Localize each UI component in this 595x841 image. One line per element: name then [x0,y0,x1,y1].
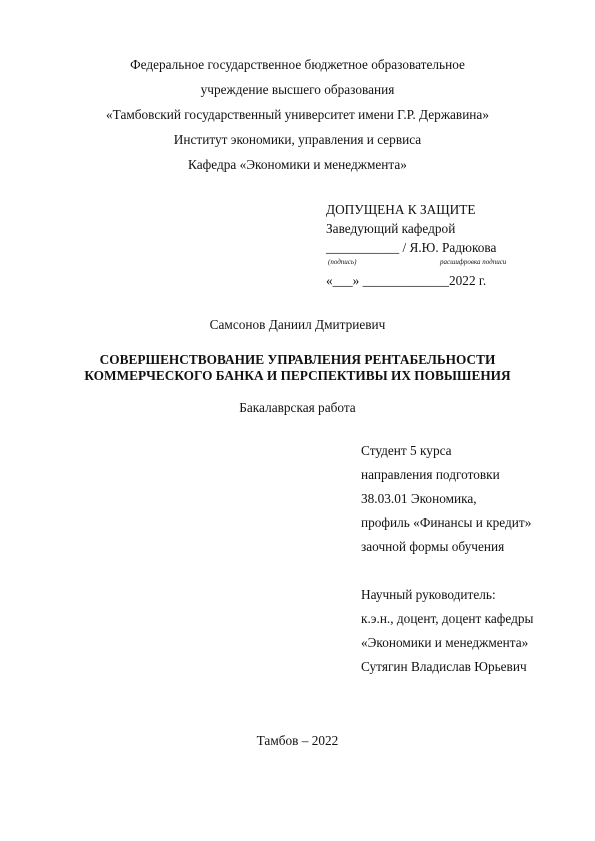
header-line-university: «Тамбовский государственный университет имени Г.Р. Державина» [106,107,489,122]
student-direction-code: 38.03.01 Экономика, [361,491,477,506]
approval-signature-line: ___________ / Я.Ю. Радюкова [326,240,497,255]
student-study-form: заочной формы обучения [361,539,505,554]
header-line-ministry: Федеральное государственное бюджетное образовательное [130,57,465,72]
author-name: Самсонов Даниил Дмитриевич [209,317,386,332]
caption-signature: (подпись) [328,258,357,266]
student-profile: профиль «Финансы и кредит» [361,515,532,530]
student-direction-label: направления подготовки [361,467,500,482]
header-line-department: Кафедра «Экономики и менеджмента» [188,157,407,172]
header-line-institution-type: учреждение высшего образования [200,82,395,97]
supervisor-name: Сутягин Владислав Юрьевич [361,659,527,674]
approval-title: ДОПУЩЕНА К ЗАЩИТЕ [326,202,476,217]
header-line-institute: Институт экономики, управления и сервиса [173,132,422,147]
work-type: Бакалаврская работа [239,400,356,415]
caption-signature-decoding: расшифровка подписи [440,258,507,266]
thesis-title-line-2: КОММЕРЧЕСКОГО БАНКА И ПЕРСПЕКТИВЫ ИХ ПОВЫШЕНИЯ [84,368,511,383]
approval-position: Заведующий кафедрой [326,221,456,236]
supervisor-department: «Экономики и менеджмента» [361,635,529,650]
approval-date-line: «___» _____________2022 г. [326,273,487,288]
supervisor-degree: к.э.н., доцент, доцент кафедры [361,611,534,626]
city-year: Тамбов – 2022 [256,733,339,748]
supervisor-label: Научный руководитель: [361,587,496,602]
student-course: Студент 5 курса [361,443,452,458]
thesis-title-line-1: СОВЕРШЕНСТВОВАНИЕ УПРАВЛЕНИЯ РЕНТАБЕЛЬНОСТИ [99,352,496,367]
